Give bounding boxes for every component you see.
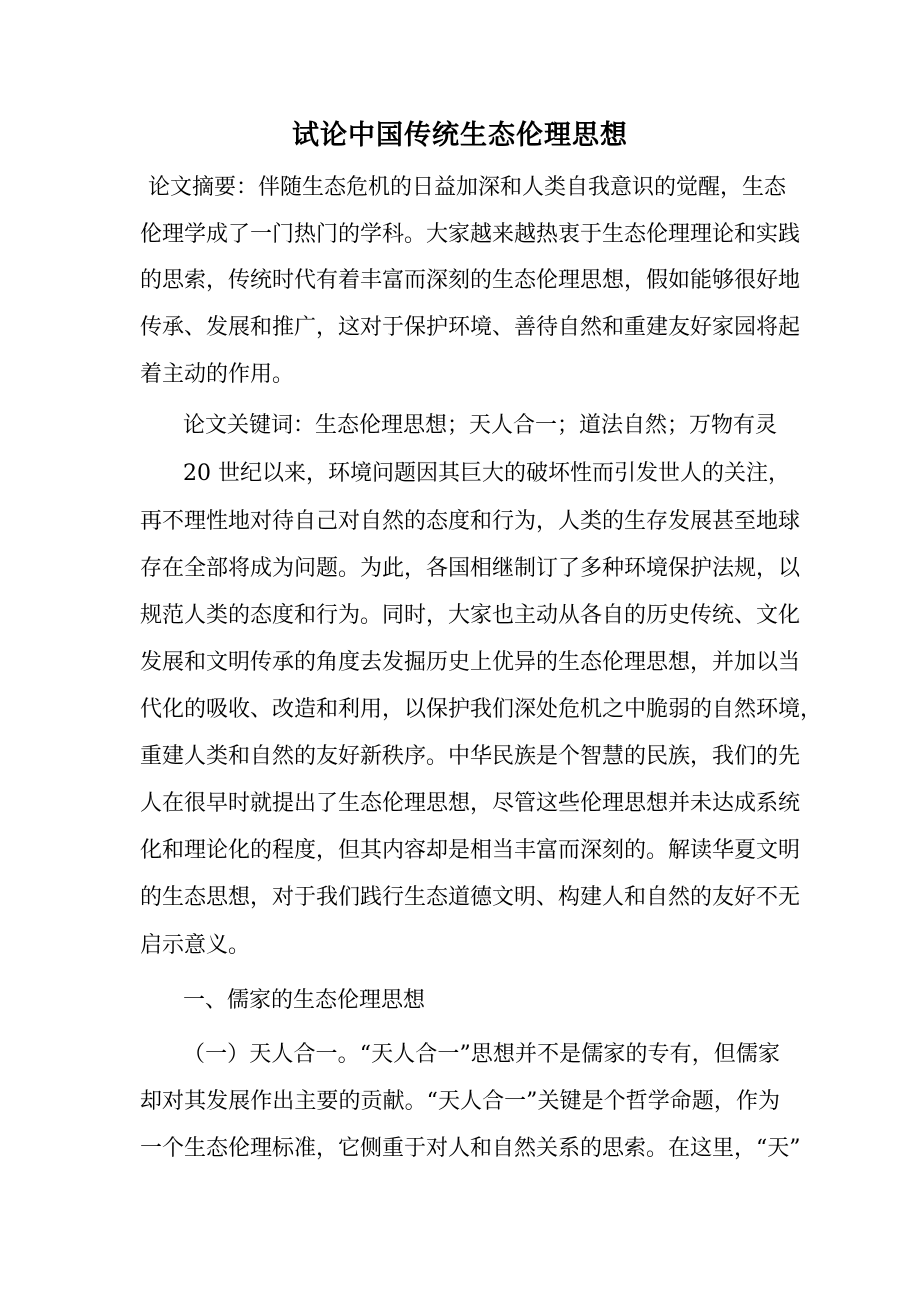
body-line: 启示意义。 — [140, 933, 251, 958]
body-line: 发展和文明传承的角度去发掘历史上优异的生态伦理思想，并加以当 — [140, 650, 801, 675]
abstract-line: 的思索，传统时代有着丰富而深刻的生态伦理思想，假如能够很好地 — [140, 268, 801, 293]
body-line: 20 世纪以来，环境问题因其巨大的破坏性而引发世人的关注， — [183, 461, 790, 486]
body-line: 人在很早时就提出了生态伦理思想，尽管这些伦理思想并未达成系统 — [140, 791, 801, 816]
body-line: （一）天人合一。“天人合一”思想并不是儒家的专有，但儒家 — [183, 1042, 780, 1067]
body-line: 重建人类和自然的友好新秩序。中华民族是个智慧的民族，我们的先 — [140, 744, 801, 769]
abstract-line: 传承、发展和推广，这对于保护环境、善待自然和重建友好家园将起 — [140, 315, 801, 340]
body-line: 的生态思想，对于我们践行生态道德文明、构建人和自然的友好不无 — [140, 885, 801, 910]
keywords-line: 论文关键词：生态伦理思想；天人合一；道法自然；万物有灵 — [183, 413, 778, 438]
body-line: 代化的吸收、改造和利用，以保护我们深处危机之中脆弱的自然环境， — [140, 697, 823, 722]
body-line: 却对其发展作出主要的贡献。“天人合一”关键是个哲学命题，作为 — [140, 1089, 780, 1114]
body-line: 再不理性地对待自己对自然的态度和行为，人类的生存发展甚至地球 — [140, 509, 801, 534]
body-line: 化和理论化的程度，但其内容却是相当丰富而深刻的。解读华夏文明 — [140, 838, 801, 863]
abstract-line: 伦理学成了一门热门的学科。大家越来越热衷于生态伦理理论和实践 — [140, 222, 801, 247]
body-line: 规范人类的态度和行为。同时，大家也主动从各自的历史传统、文化 — [140, 603, 801, 628]
body-line: 一个生态伦理标准，它侧重于对人和自然关系的思索。在这里，“天” — [140, 1136, 801, 1161]
abstract-line: 论文摘要：伴随生态危机的日益加深和人类自我意识的觉醒，生态 — [148, 175, 787, 200]
document-title: 试论中国传统生态伦理思想 — [292, 120, 628, 151]
abstract-line: 着主动的作用。 — [140, 362, 295, 387]
section-heading: 一、儒家的生态伦理思想 — [183, 988, 426, 1013]
body-line: 存在全部将成为问题。为此，各国相继制订了多种环境保护法规，以 — [140, 556, 801, 581]
